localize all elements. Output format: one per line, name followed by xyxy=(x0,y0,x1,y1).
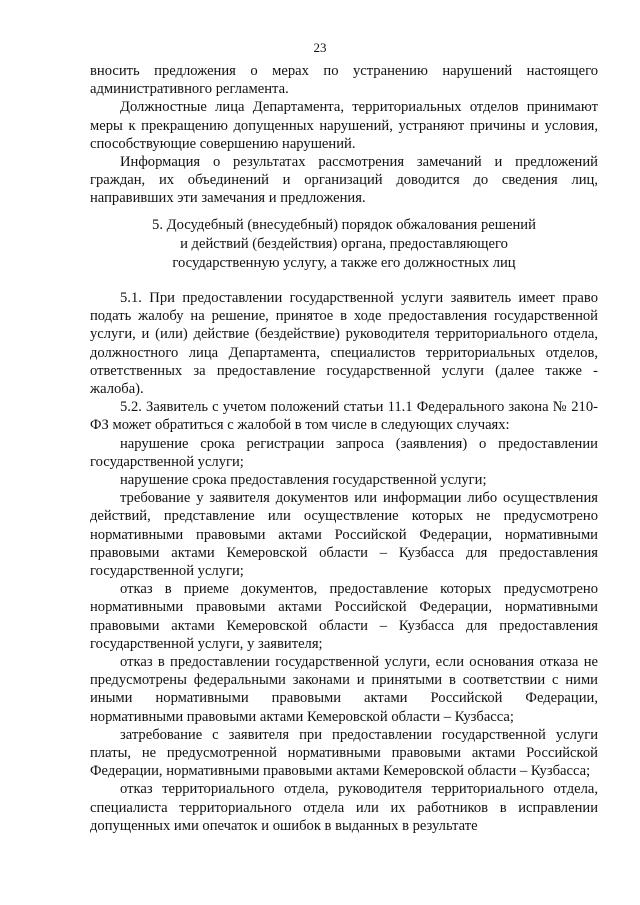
list-item: отказ в предоставлении государственной услуги, если основания отказа не предусмотрены федеральными законами и принятыми в соответствии с ними иными нормативными правовыми актами Российской Федерации, нормативными правовыми актами Кемеровской области – Кузбасса; xyxy=(90,654,598,725)
list-item: затребование с заявителя при предоставлении государственной услуги платы, не предусмотренной нормативными правовыми актами Российской Федерации, нормативными правовыми актами Кемеровской области – Кузбасса; xyxy=(90,726,598,780)
top-text-block xyxy=(90,62,598,208)
paragraph: Информация о результатах рассмотрения замечаний и предложений граждан, их объединений и организаций доводится до сведения лиц, направивших эти замечания и предложения. xyxy=(90,154,598,207)
paragraph-5-2: 5.2. Заявитель с учетом положений статьи 11.1 Федерального закона № 210-ФЗ может обратиться с жалобой в том числе в следующих случаях: xyxy=(90,399,598,434)
section-heading-line: и действий (бездействия) органа, предоставляющего xyxy=(180,236,508,252)
list-item: требование у заявителя документов или информации либо осуществления действий, представление или осуществление которых не предусмотрено нормативными правовыми актами Российской Федерации, нормативными правовыми актами Кемеровской области – Кузбасса для предоставления государственной услуги; xyxy=(90,490,598,580)
section-heading xyxy=(90,216,598,273)
list-item: отказ территориального отдела, руководителя территориального отдела, специалиста территориального отдела или их работников в исправлении допущенных ими опечаток и ошибок в выданных в результате xyxy=(90,781,598,834)
page-number: 23 xyxy=(313,40,327,55)
main-text-block xyxy=(90,289,598,835)
paragraph-5-1: 5.1. При предоставлении государственной услуги заявитель имеет право подать жалобу на решение, принятое в ходе предоставления государственной услуги, и (или) действие (бездействие) руководителя территориального отдела, должностного лица Департамента, специалистов территориальных отделов, ответственных за предоставление государственной услуги (далее также - жалоба). xyxy=(90,290,598,398)
list-item: отказ в приеме документов, предоставление которых предусмотрено нормативными правовыми актами Российской Федерации, нормативными правовыми актами Кемеровской области – Кузбасса для предоставления государственной услуги, у заявителя; xyxy=(90,581,598,652)
section-heading-line: государственную услугу, а также его должностных лиц xyxy=(172,255,516,271)
paragraph-continuation: вносить предложения о мерах по устранению нарушений настоящего административного регламента. xyxy=(90,63,598,98)
section-heading-line: 5. Досудебный (внесудебный) порядок обжалования решений xyxy=(152,217,536,233)
list-item: нарушение срока предоставления государственной услуги; xyxy=(120,472,487,489)
paragraph: Должностные лица Департамента, территориальных отделов принимают меры к прекращению допущенных нарушений, устраняют причины и условия, способствующие совершению нарушений. xyxy=(90,99,598,152)
list-item: нарушение срока регистрации запроса (заявления) о предоставлении государственной услуги; xyxy=(90,435,598,470)
